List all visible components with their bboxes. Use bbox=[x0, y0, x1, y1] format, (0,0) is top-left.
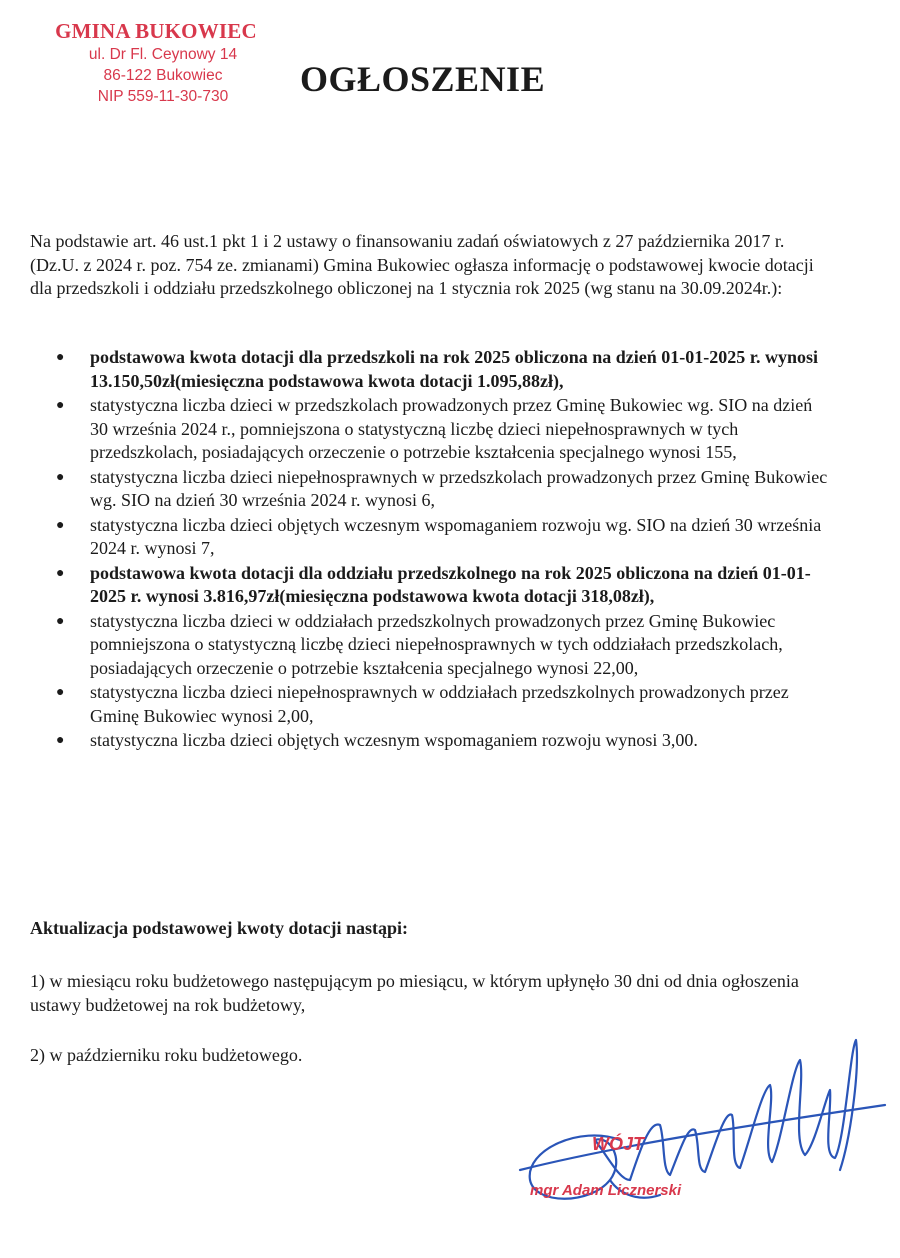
stamp-address: ul. Dr Fl. Ceynowy 14 bbox=[88, 46, 238, 63]
list-item bbox=[30, 514, 830, 561]
stamp-nip: NIP 559-11-30-730 bbox=[97, 88, 229, 105]
list-item bbox=[30, 610, 830, 681]
page-title: OGŁOSZENIE bbox=[300, 59, 546, 99]
bullet-icon: ● bbox=[56, 350, 65, 365]
list-item-text: statystyczna liczba dzieci niepełnosprawnych w oddziałach przedszkolnych prowadzonych przez Gminę Bukowiec wynosi 2,00, bbox=[90, 682, 789, 726]
update-heading: Aktualizacja podstawowej kwoty dotacji nastąpi: bbox=[30, 918, 408, 938]
list-item-text: statystyczna liczba dzieci w przedszkolach prowadzonych przez Gminę Bukowiec wg. SIO na dzień 30 września 2024 r., pomniejszona o statystyczną liczbę dzieci niepełnosprawnych w tych przedszkolach, posiadających orzeczenie o potrzebie kształcenia specjalnego wynosi 155, bbox=[90, 395, 813, 462]
signature-title: WÓJT bbox=[592, 1134, 644, 1154]
bullet-icon: ● bbox=[56, 685, 65, 700]
intro-paragraph: Na podstawie art. 46 ust.1 pkt 1 i 2 ustawy o finansowaniu zadań oświatowych z 27 października 2017 r. (Dz.U. z 2024 r. poz. 754 ze. zmianami) Gmina Bukowiec ogłasza informację o podstawowej kwocie dotacji dla przedszkoli i oddziału przedszkolnego obliczonej na 1 stycznia rok 2025 (wg stanu na 30.09.2024r.): bbox=[30, 231, 814, 298]
list-item-text: statystyczna liczba dzieci objętych wczesnym wspomaganiem rozwoju wynosi 3,00. bbox=[90, 730, 698, 750]
municipality-stamp bbox=[36, 18, 276, 107]
bullet-icon: ● bbox=[56, 398, 65, 413]
list-item bbox=[30, 562, 830, 609]
update-point-2: 2) w październiku roku budżetowego. bbox=[30, 1045, 303, 1065]
list-item bbox=[30, 466, 830, 513]
info-list bbox=[30, 346, 830, 754]
list-item bbox=[30, 729, 830, 753]
stamp-city: 86-122 Bukowiec bbox=[103, 67, 223, 84]
bullet-icon: ● bbox=[56, 733, 65, 748]
list-item-text: statystyczna liczba dzieci objętych wczesnym wspomaganiem rozwoju wg. SIO na dzień 30 września 2024 r. wynosi 7, bbox=[90, 514, 822, 558]
list-item-text: podstawowa kwota dotacji dla oddziału przedszkolnego na rok 2025 obliczona na dzień 01-01-2025 r. wynosi 3.816,97zł(miesięczna podstawowa kwota dotacji 318,08zł), bbox=[90, 562, 811, 606]
list-item bbox=[30, 681, 830, 728]
signature-name: mgr Adam Licznerski bbox=[530, 1182, 682, 1199]
stamp-name: GMINA BUKOWIEC bbox=[55, 19, 257, 43]
bullet-icon: ● bbox=[56, 517, 65, 533]
bullet-icon: ● bbox=[56, 565, 65, 581]
list-item bbox=[30, 346, 830, 393]
bullet-icon: ● bbox=[56, 469, 65, 485]
list-item-text: statystyczna liczba dzieci w oddziałach przedszkolnych prowadzonych przez Gminę Bukowiec pomniejszona o statystyczną liczbę dzieci niepełnosprawnych w tych oddziałach przedszkolach, posiadających orzeczenie o potrzebie kształcenia specjalnego wynosi 22,00, bbox=[90, 610, 783, 678]
list-item bbox=[30, 394, 830, 465]
list-item-text: statystyczna liczba dzieci niepełnosprawnych w przedszkolach prowadzonych przez Gminę Bukowiec wg. SIO na dzień 30 września 2024 r. wynosi 6, bbox=[90, 466, 828, 510]
list-item-text: podstawowa kwota dotacji dla przedszkoli na rok 2025 obliczona na dzień 01-01-2025 r. wynosi 13.150,50zł(miesięczna podstawowa kwota dotacji 1.095,88zł), bbox=[90, 347, 819, 391]
update-point-1: 1) w miesiącu roku budżetowego następującym po miesiącu, w którym upłynęło 30 dni od dnia ogłoszenia ustawy budżetowej na rok budżetowy, bbox=[30, 971, 799, 1015]
bullet-icon: ● bbox=[56, 613, 65, 629]
